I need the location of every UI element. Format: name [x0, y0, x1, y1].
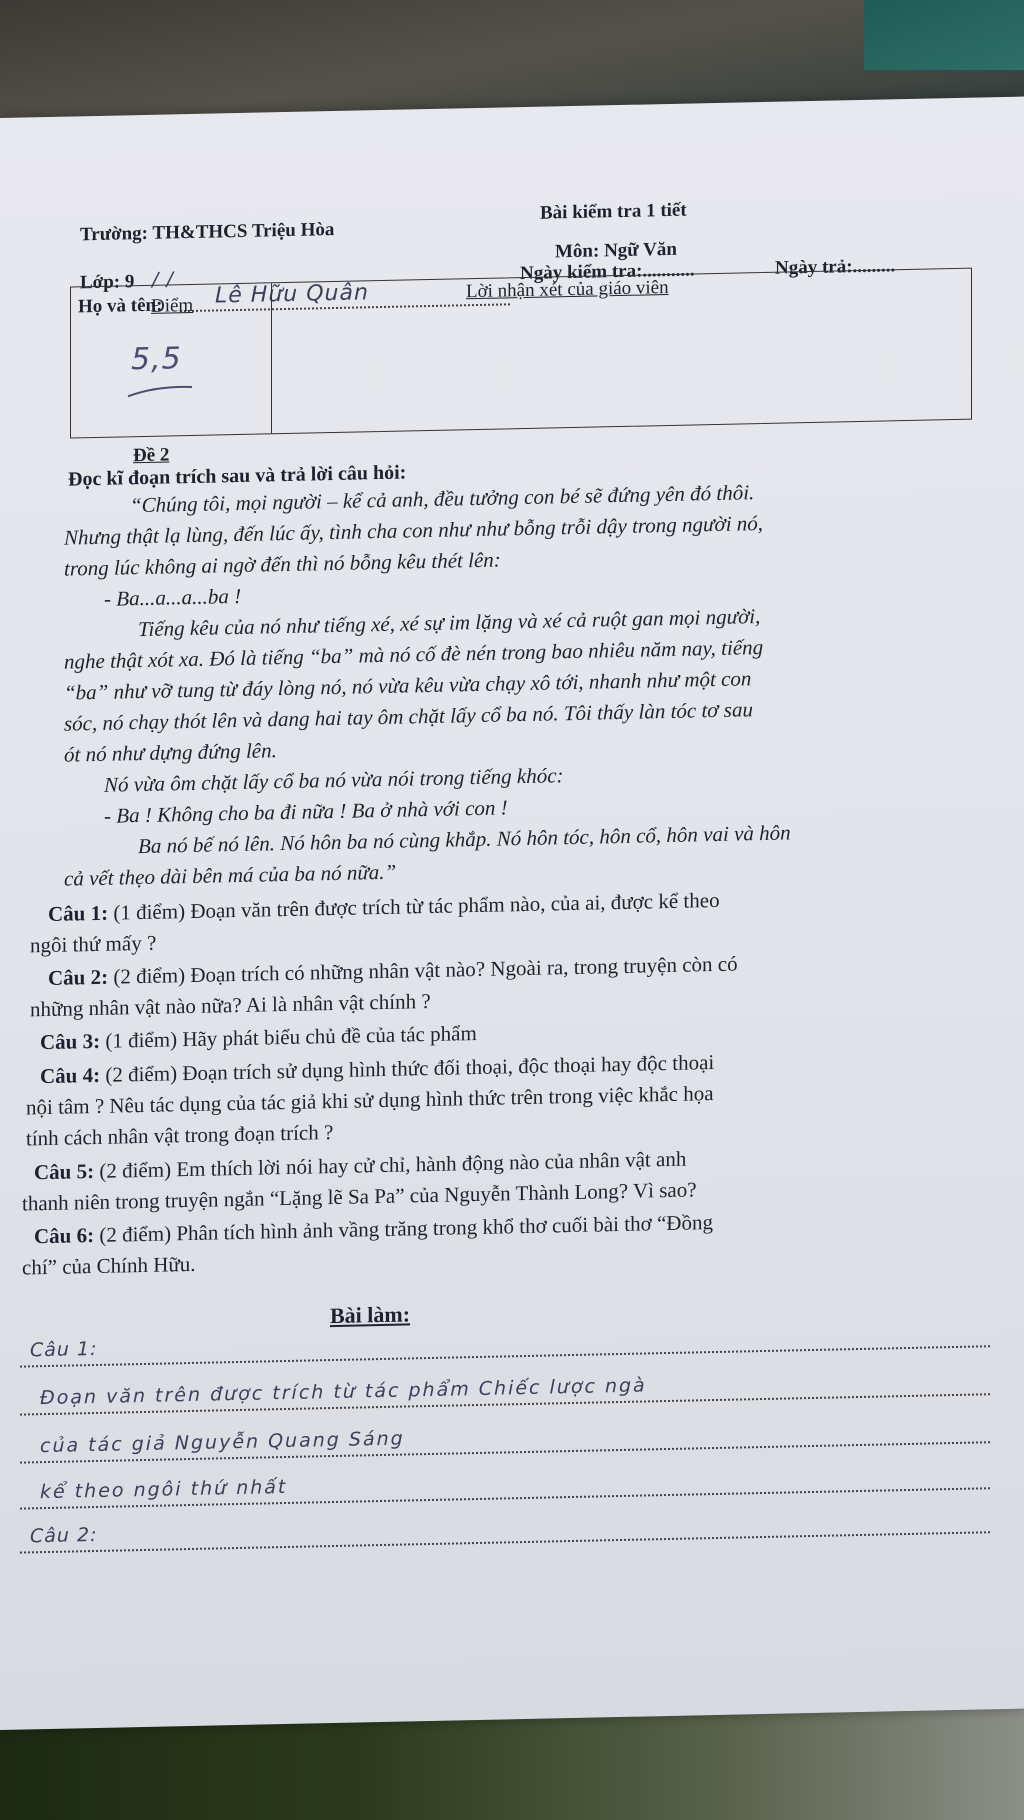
question-text-continued: nội tâm ? Nêu tác dụng của tác giả khi sử dụng hình thức trên trong việc khắc họa [26, 1081, 714, 1120]
question-text: (2 điểm) Đoạn trích sử dụng hình thức đối thoại, độc thoại hay độc thoại [105, 1050, 715, 1087]
exam-code: Đề 2 [133, 444, 170, 467]
question-3 [40, 1018, 477, 1058]
name-value: Lê Hữu Quân [215, 280, 369, 309]
score-label: Điểm [151, 294, 194, 317]
passage-line: - Ba ! Không cho ba đi nữa ! Ba ở nhà với con ! [104, 795, 508, 828]
test-date-label: Ngày kiểm tra:........... [520, 259, 695, 285]
return-date-label: Ngày trả:......... [775, 255, 896, 279]
passage-line: “ba” như vỡ tung từ đáy lòng nó, nó vừa kêu vừa chạy xô tới, nhanh như một con [64, 666, 752, 705]
question-text-continued: tính cách nhân vật trong đoạn trích ? [26, 1120, 334, 1151]
score-underline-mark [126, 381, 196, 402]
passage-line: Nó vừa ôm chặt lấy cổ ba nó vừa nói trong tiếng khóc: [104, 763, 564, 797]
passage-line: trong lúc không ai ngờ đến thì nó bỗng kêu thét lên: [64, 547, 501, 581]
question-text: (2 điểm) Phân tích hình ảnh vầng trăng trong khổ thơ cuối bài thơ “Đồng [99, 1210, 713, 1247]
question-label: Câu 1: [48, 900, 109, 926]
class-label: Lớp: 9 [80, 271, 135, 294]
passage-line: “Chúng tôi, mọi người – kể cả anh, đều tưởng con bé sẽ đứng yên đó thôi. [130, 480, 755, 518]
question-text-continued: những nhân vật nào nữa? Ai là nhân vật chính ? [30, 988, 431, 1022]
passage-line: Nhưng thật lạ lùng, đến lúc ấy, tình cha con như như bỗng trỗi dậy trong người nó, [64, 511, 764, 550]
grade-comment-box [70, 268, 972, 439]
question-label: Câu 6: [34, 1223, 95, 1249]
name-label: Họ và tên: [78, 294, 163, 318]
subject: Môn: Ngữ Văn [555, 238, 677, 263]
question-text-continued: thanh niên trong truyện ngắn “Lặng lẽ Sa Pa” của Nguyễn Thành Long? Vì sao? [22, 1177, 697, 1216]
passage-line: cả vết thẹo dài bên má của ba nó nữa.” [64, 859, 397, 891]
answer-line: Câu 2: [30, 1523, 98, 1548]
exam-sheet [0, 97, 1024, 1730]
question-label: Câu 3: [40, 1028, 101, 1055]
comment-label: Lời nhận xét của giáo viên [466, 276, 669, 303]
background-top-right [864, 0, 1024, 70]
passage-line: ót nó như dựng đứng lên. [64, 738, 277, 767]
answer-line: Đoạn văn trên được trích từ tác phẩm Chiếc lược ngà [40, 1374, 647, 1410]
answer-dotline [20, 1345, 990, 1367]
question-text: (1 điểm) Hãy phát biểu chủ đề của tác phẩm [105, 1021, 477, 1053]
question-label: Câu 4: [40, 1062, 101, 1089]
passage-line: Tiếng kêu của nó như tiếng xé, xé sự im lặng và xé cả ruột gan mọi người, [138, 604, 761, 642]
passage-line: Ba nó bế nó lên. Nó hôn ba nó cùng khắp. Nó hôn tóc, hôn cổ, hôn vai và hôn [138, 820, 791, 859]
passage-line: sóc, nó chạy thót lên và dang hai tay ôm chặt lấy cổ ba nó. Tôi thấy làn tóc tơ sau [64, 697, 753, 736]
class-value: / / [152, 268, 174, 291]
passage-line: nghe thật xót xa. Đó là tiếng “ba” mà nó cố đè nén trong bao nhiêu năm nay, tiếng [64, 635, 764, 674]
instruction: Đọc kĩ đoạn trích sau và trả lời câu hỏi: [68, 461, 407, 491]
question-text: (2 điểm) Em thích lời nói hay cử chỉ, hành động nào của nhân vật anh [99, 1146, 687, 1183]
question-text: (2 điểm) Đoạn trích có những nhân vật nào? Ngoài ra, trong truyện còn có [113, 951, 738, 989]
question-label: Câu 5: [34, 1159, 95, 1185]
question-text-continued: chí” của Chính Hữu. [22, 1251, 196, 1280]
question-label: Câu 2: [48, 964, 109, 990]
passage-line: - Ba...a...a...ba ! [104, 583, 242, 611]
answer-line: của tác giả Nguyễn Quang Sáng [40, 1427, 405, 1458]
test-title: Bài kiểm tra 1 tiết [540, 199, 687, 224]
answer-line: kể theo ngôi thứ nhất [40, 1475, 288, 1504]
answer-title: Bài làm: [330, 1301, 411, 1329]
answer-line: Câu 1: [30, 1337, 98, 1362]
question-text: (1 điểm) Đoạn văn trên được trích từ tác phẩm nào, của ai, được kể theo [113, 887, 720, 925]
score-value: 5,5 [131, 341, 182, 378]
answer-dotline [20, 1531, 990, 1553]
school-name: Trường: TH&THCS Triệu Hòa [80, 218, 335, 246]
grade-box-divider [271, 283, 272, 433]
question-text-continued: ngôi thứ mấy ? [30, 930, 157, 958]
